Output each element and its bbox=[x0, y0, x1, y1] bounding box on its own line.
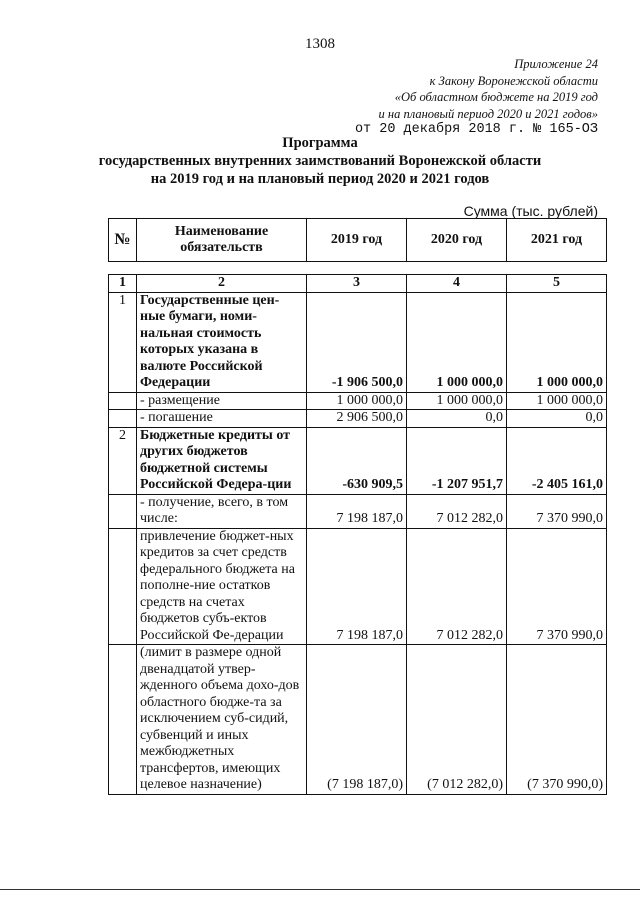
value-2020: 1 000 000,0 bbox=[407, 292, 507, 392]
appendix-block bbox=[355, 56, 598, 139]
row-name: Бюджетные кредиты от других бюджетов бюджетной системы Российской Федера-ции bbox=[137, 427, 307, 494]
column-number: 2 bbox=[137, 275, 307, 293]
value-2019: 1 000 000,0 bbox=[307, 392, 407, 410]
row-name: - размещение bbox=[137, 392, 307, 410]
column-number: 4 bbox=[407, 275, 507, 293]
value-2021: 1 000 000,0 bbox=[507, 392, 607, 410]
page-number: 1308 bbox=[305, 36, 335, 52]
header-number: № bbox=[109, 219, 137, 262]
value-2020: 7 012 282,0 bbox=[407, 494, 507, 528]
column-number: 1 bbox=[109, 275, 137, 293]
row-number bbox=[109, 494, 137, 528]
header-2021: 2021 год bbox=[507, 219, 607, 262]
column-number: 5 bbox=[507, 275, 607, 293]
table-row bbox=[109, 528, 607, 645]
appendix-line: Приложение 24 bbox=[514, 57, 598, 71]
header-2020: 2020 год bbox=[407, 219, 507, 262]
row-name: привлечение бюджет-ных кредитов за счет средств федерального бюджета на пополне-ние остатков средств на счетах бюджетов субъ-ектов Российской Фе-дерации bbox=[137, 528, 307, 645]
value-2020: -1 207 951,7 bbox=[407, 427, 507, 494]
table-row bbox=[109, 494, 607, 528]
row-number bbox=[109, 410, 137, 428]
row-name: Государственные цен-ные бумаги, номи-нальная стоимость которых указана в валюте Российской Федерации bbox=[137, 292, 307, 392]
value-2019: 2 906 500,0 bbox=[307, 410, 407, 428]
row-name: (лимит в размере одной двенадцатой утвер-жденного объема дохо-дов областного бюдже-та за исключением суб-сидий, субвенций и иных межбюджетных трансфертов, имеющих целевое назначение) bbox=[137, 645, 307, 795]
column-numbers-row bbox=[109, 275, 607, 293]
table-row bbox=[109, 645, 607, 795]
table-row bbox=[109, 410, 607, 428]
value-2020: 7 012 282,0 bbox=[407, 528, 507, 645]
law-reference: от 20 декабря 2018 г. № 165-ОЗ bbox=[354, 122, 598, 137]
borrowing-table bbox=[108, 218, 607, 795]
value-2019: 7 198 187,0 bbox=[307, 528, 407, 645]
value-2019: (7 198 187,0) bbox=[307, 645, 407, 795]
value-2021: 0,0 bbox=[507, 410, 607, 428]
row-number: 2 bbox=[109, 427, 137, 494]
value-2019: 7 198 187,0 bbox=[307, 494, 407, 528]
document-title bbox=[0, 134, 640, 188]
appendix-line: «Об областном бюджете на 2019 год bbox=[394, 90, 598, 104]
spacer-cell bbox=[507, 262, 607, 275]
spacer-cell bbox=[137, 262, 307, 275]
column-number: 3 bbox=[307, 275, 407, 293]
appendix-line: и на плановый период 2020 и 2021 годов» bbox=[378, 106, 598, 121]
spacer-cell bbox=[109, 262, 137, 275]
value-2021: 7 370 990,0 bbox=[507, 528, 607, 645]
value-2021: -2 405 161,0 bbox=[507, 427, 607, 494]
header-2019: 2019 год bbox=[307, 219, 407, 262]
value-2019: -1 906 500,0 bbox=[307, 292, 407, 392]
table-header-row bbox=[109, 219, 607, 262]
value-2020: 0,0 bbox=[407, 410, 507, 428]
units-label: Сумма (тыс. рублей) bbox=[463, 203, 598, 219]
title-line: государственных внутренних заимствований Воронежской области bbox=[98, 153, 542, 169]
value-2020: 1 000 000,0 bbox=[407, 392, 507, 410]
row-number bbox=[109, 392, 137, 410]
row-number: 1 bbox=[109, 292, 137, 392]
table-spacer bbox=[109, 262, 607, 275]
row-name: - погашение bbox=[137, 410, 307, 428]
value-2021: 1 000 000,0 bbox=[507, 292, 607, 392]
row-number bbox=[109, 645, 137, 795]
value-2021: (7 370 990,0) bbox=[507, 645, 607, 795]
value-2019: -630 909,5 bbox=[307, 427, 407, 494]
title-line: на 2019 год и на плановый период 2020 и 2021 годов bbox=[150, 171, 490, 187]
table-row bbox=[109, 427, 607, 494]
title-line: Программа bbox=[282, 135, 358, 151]
table-row bbox=[109, 392, 607, 410]
header-name: Наименование обязательств bbox=[137, 219, 307, 262]
row-number bbox=[109, 528, 137, 645]
spacer-cell bbox=[307, 262, 407, 275]
appendix-line: к Закону Воронежской области bbox=[429, 73, 598, 88]
footer-divider bbox=[0, 889, 640, 890]
spacer-cell bbox=[407, 262, 507, 275]
value-2021: 7 370 990,0 bbox=[507, 494, 607, 528]
value-2020: (7 012 282,0) bbox=[407, 645, 507, 795]
table-row bbox=[109, 292, 607, 392]
row-name: - получение, всего, в том числе: bbox=[137, 494, 307, 528]
